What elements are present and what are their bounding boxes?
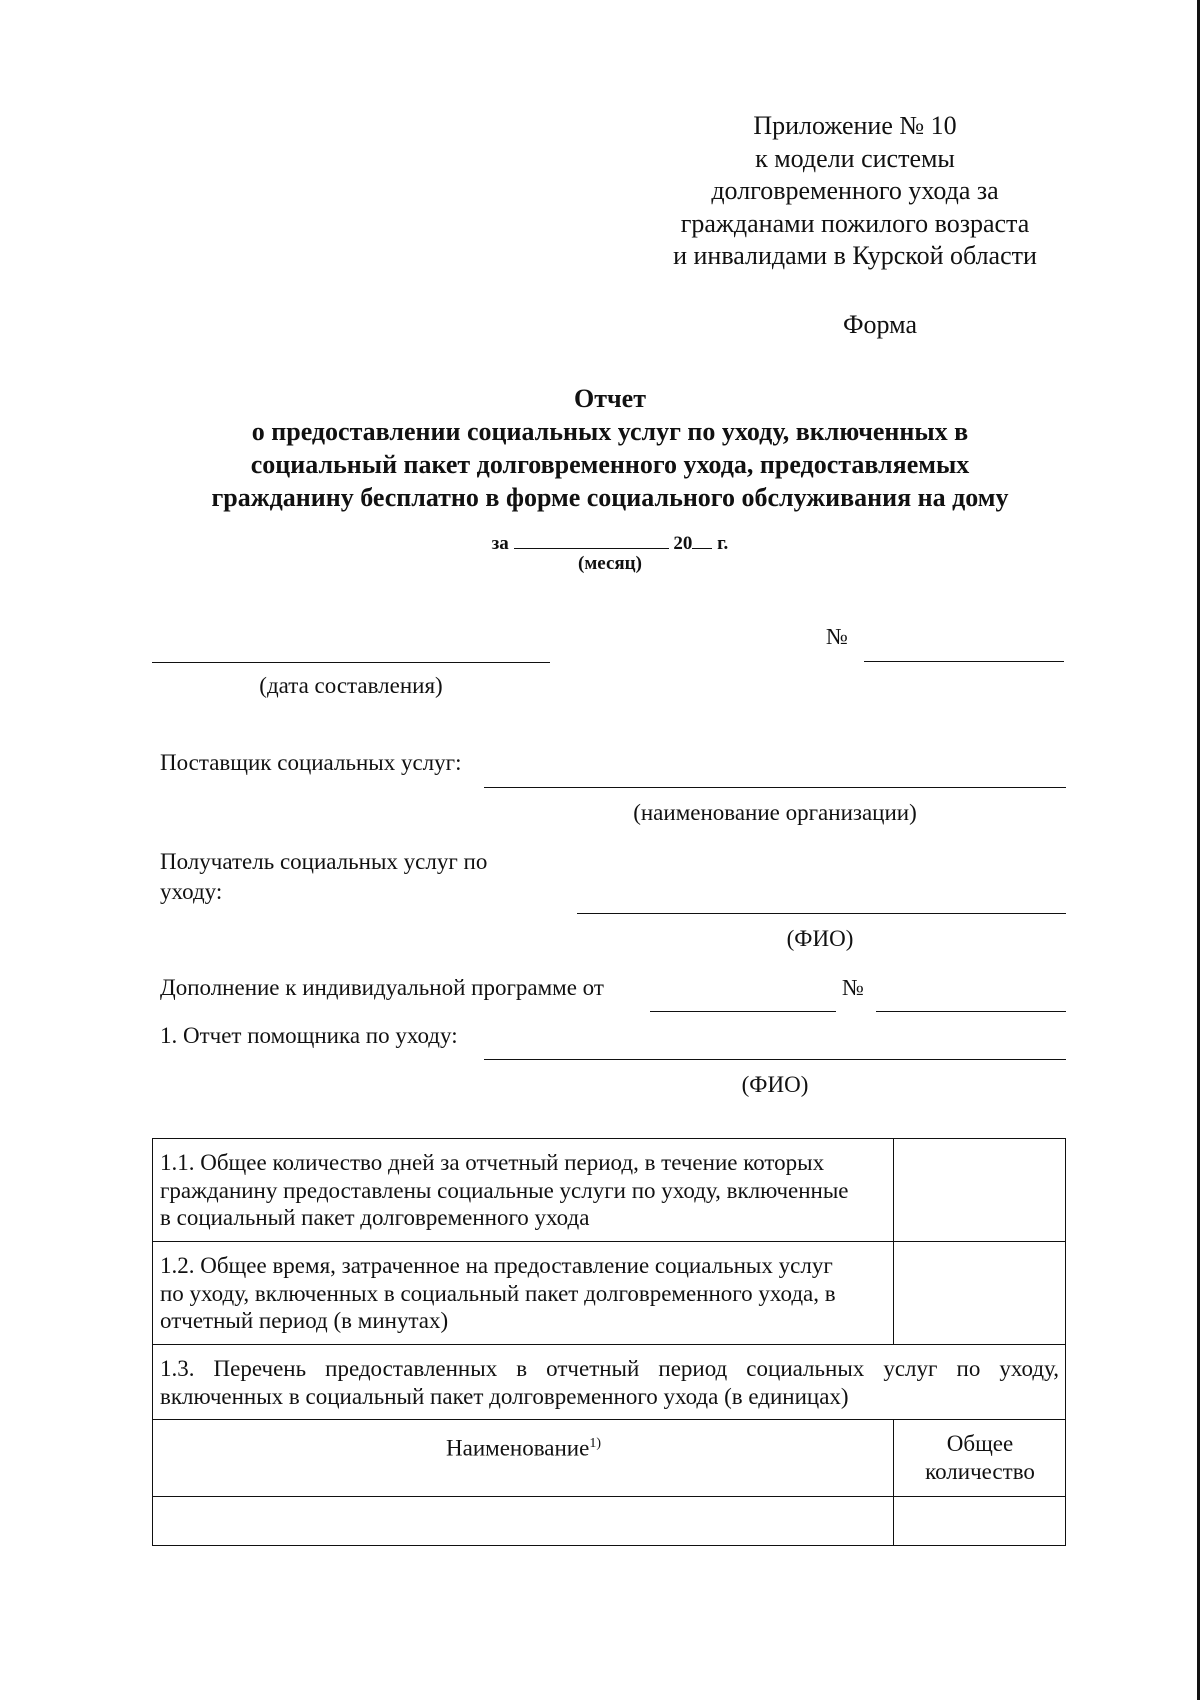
date-hint: (дата составления): [259, 673, 443, 698]
table-row: [153, 1345, 1066, 1420]
month-blank[interactable]: [514, 530, 669, 549]
appendix-block: [640, 110, 1070, 273]
provider-label: Поставщик социальных услуг:: [160, 750, 462, 775]
cell-line: 1.2. Общее время, затраченное на предоставление социальных услуг: [160, 1253, 833, 1278]
recipient-blank[interactable]: [577, 913, 1066, 914]
title-heading: Отчет: [574, 384, 646, 413]
recipient-hint: (ФИО): [786, 926, 854, 951]
column-header-name: [153, 1420, 894, 1497]
recipient-label-cont: уходу:: [160, 879, 223, 904]
cell-line: 1.3. Перечень предоставленных в отчетный период социальных услуг по уходу,: [160, 1356, 1059, 1381]
empty-total-cell[interactable]: [894, 1497, 1066, 1546]
period-prefix: за: [491, 533, 509, 554]
appendix-line: гражданами пожилого возраста: [680, 208, 1030, 238]
cell-line: включенных в социальный пакет долговременного ухода (в единицах): [160, 1383, 849, 1409]
table-row: [153, 1139, 1066, 1242]
title-line: гражданину бесплатно в форме социального обслуживания на дому: [211, 483, 1009, 512]
supplement-number-sign: №: [842, 975, 864, 1000]
title-line: социальный пакет долговременного ухода, предоставляемых: [250, 450, 970, 479]
report-table: [152, 1138, 1066, 1546]
provider-blank[interactable]: [484, 787, 1066, 788]
number-blank[interactable]: [864, 661, 1064, 662]
row-1-2-description: [153, 1242, 894, 1345]
date-blank[interactable]: [152, 662, 550, 663]
title-line: о предоставлении социальных услуг по уходу, включенных в: [251, 417, 969, 446]
report-period: [400, 530, 820, 555]
recipient-label: Получатель социальных услуг по: [160, 849, 488, 874]
row-1-1-description: [153, 1139, 894, 1242]
appendix-line: Приложение № 10: [753, 111, 957, 140]
row-1-2-value[interactable]: [894, 1242, 1066, 1345]
supplement-number-blank[interactable]: [876, 1011, 1066, 1012]
empty-name-cell[interactable]: [153, 1497, 894, 1546]
cell-line: отчетный период (в минутах): [160, 1308, 449, 1333]
number-sign: №: [826, 624, 848, 649]
row-1-3-description: [153, 1345, 1066, 1420]
month-hint: (месяц): [578, 553, 642, 574]
row-1-1-value[interactable]: [894, 1139, 1066, 1242]
cell-line: 1.1. Общее количество дней за отчетный период, в течение которых: [160, 1150, 825, 1175]
year-prefix: 20: [673, 533, 693, 554]
year-suffix: г.: [717, 533, 729, 554]
column-total-label-cont: количество: [925, 1458, 1035, 1484]
supplement-date-blank[interactable]: [650, 1011, 836, 1012]
appendix-line: и инвалидами в Курской области: [673, 241, 1037, 270]
table-row: [153, 1242, 1066, 1345]
cell-line: в социальный пакет долговременного ухода: [160, 1205, 590, 1230]
appendix-line: к модели системы: [755, 143, 955, 173]
assistant-hint: (ФИО): [741, 1072, 809, 1097]
table-header-row: [153, 1420, 1066, 1497]
cell-line: по уходу, включенных в социальный пакет долговременного ухода, в: [160, 1280, 836, 1306]
cell-line: гражданину предоставлены социальные услуги по уходу, включенные: [160, 1177, 849, 1203]
provider-hint: (наименование организации): [633, 800, 917, 825]
appendix-line: долговременного ухода за: [711, 176, 999, 205]
column-header-total: [894, 1420, 1066, 1497]
column-total-label: Общее: [946, 1431, 1014, 1456]
document-title: [140, 382, 1080, 514]
form-label: Форма: [843, 310, 917, 339]
supplement-label: Дополнение к индивидуальной программе от: [160, 975, 604, 1000]
table-row: [153, 1497, 1066, 1546]
assistant-label: 1. Отчет помощника по уходу:: [160, 1023, 458, 1048]
footnote-marker: 1): [589, 1436, 601, 1451]
assistant-blank[interactable]: [484, 1059, 1066, 1060]
year-blank[interactable]: [692, 530, 712, 549]
column-name-label: Наименование: [446, 1435, 590, 1461]
